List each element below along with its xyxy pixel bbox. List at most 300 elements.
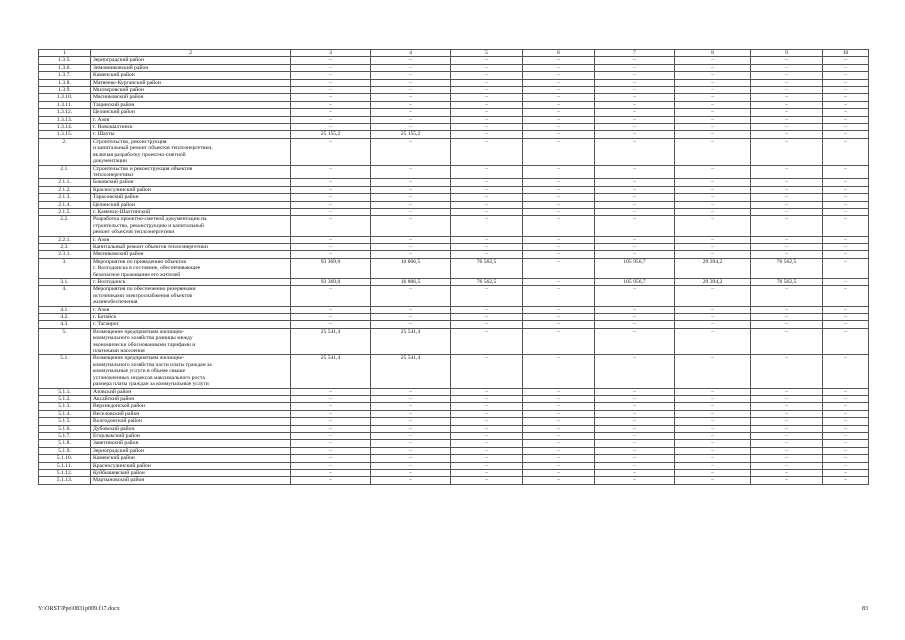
value-cell: – bbox=[523, 109, 595, 116]
value-cell: – bbox=[595, 179, 675, 186]
value-cell: – bbox=[371, 194, 451, 201]
table-row bbox=[39, 186, 869, 193]
value-cell: – bbox=[523, 440, 595, 447]
value-cell: – bbox=[751, 477, 823, 484]
row-name-line: Каменский район bbox=[93, 455, 135, 462]
value-cell: – bbox=[675, 306, 751, 313]
row-number: 5.1.6. bbox=[39, 425, 91, 432]
row-name-line: Азовский район bbox=[93, 388, 132, 395]
value-cell: – bbox=[675, 57, 751, 64]
row-name bbox=[91, 116, 291, 123]
table-row bbox=[39, 94, 869, 101]
value-cell: – bbox=[675, 388, 751, 395]
row-name-line: Волгодонской район bbox=[93, 418, 142, 425]
value-cell: – bbox=[675, 251, 751, 258]
header-cell: 5 bbox=[451, 50, 523, 57]
file-path: Y:\ORST\Ppo\0831p009.f17.docx bbox=[38, 606, 120, 612]
value-cell: – bbox=[823, 306, 869, 313]
value-cell: – bbox=[371, 432, 451, 439]
value-cell: – bbox=[451, 306, 523, 313]
value-cell: – bbox=[595, 251, 675, 258]
value-cell: 76 562,5 bbox=[751, 258, 823, 278]
value-cell: – bbox=[751, 131, 823, 138]
row-name-line: Возмещение предприятиям жилищно- bbox=[93, 355, 185, 362]
row-number: 4.2. bbox=[39, 314, 91, 321]
row-number: 5.1.4. bbox=[39, 410, 91, 417]
row-name bbox=[91, 186, 291, 193]
value-cell: – bbox=[451, 243, 523, 250]
row-name bbox=[91, 328, 291, 355]
row-number: 5.1.3. bbox=[39, 403, 91, 410]
value-cell: – bbox=[451, 57, 523, 64]
row-number: 2.3. bbox=[39, 243, 91, 250]
value-cell: – bbox=[291, 79, 371, 86]
row-name-line: Дубовский район bbox=[93, 425, 135, 432]
table-row bbox=[39, 432, 869, 439]
value-cell: – bbox=[675, 425, 751, 432]
header-cell: 7 bbox=[595, 50, 675, 57]
value-cell: – bbox=[451, 395, 523, 402]
value-cell: – bbox=[451, 109, 523, 116]
row-number: 4.1. bbox=[39, 306, 91, 313]
value-cell: – bbox=[751, 410, 823, 417]
row-name-line: ремонт объектов теплоэнергетики bbox=[93, 229, 175, 236]
value-cell: – bbox=[595, 124, 675, 131]
value-cell: – bbox=[291, 321, 371, 328]
table-row bbox=[39, 165, 869, 179]
table-row bbox=[39, 321, 869, 328]
row-name-line: коммунального хозяйства части платы граждан за bbox=[93, 361, 212, 368]
table-header-row bbox=[39, 50, 869, 57]
value-cell: – bbox=[523, 165, 595, 179]
table-row bbox=[39, 418, 869, 425]
row-name bbox=[91, 201, 291, 208]
value-cell: – bbox=[451, 64, 523, 71]
table-row bbox=[39, 101, 869, 108]
row-name bbox=[91, 469, 291, 476]
row-name bbox=[91, 286, 291, 306]
header-cell: 10 bbox=[823, 50, 869, 57]
value-cell: – bbox=[675, 116, 751, 123]
value-cell: – bbox=[523, 216, 595, 236]
row-name bbox=[91, 216, 291, 236]
value-cell: – bbox=[371, 79, 451, 86]
value-cell: – bbox=[595, 455, 675, 462]
header-cell: 9 bbox=[751, 50, 823, 57]
value-cell: – bbox=[371, 395, 451, 402]
row-name-line: экономически обоснованными тарифами и bbox=[93, 341, 196, 348]
row-name bbox=[91, 251, 291, 258]
value-cell: – bbox=[371, 94, 451, 101]
value-cell: – bbox=[451, 403, 523, 410]
value-cell: – bbox=[595, 165, 675, 179]
value-cell: – bbox=[371, 236, 451, 243]
value-cell: – bbox=[751, 57, 823, 64]
value-cell: – bbox=[451, 208, 523, 215]
row-name-line: г. Азов bbox=[93, 306, 110, 313]
value-cell: – bbox=[823, 57, 869, 64]
value-cell: – bbox=[751, 462, 823, 469]
row-name-line: Тарасовский район bbox=[93, 194, 139, 201]
value-cell: – bbox=[675, 124, 751, 131]
value-cell: – bbox=[451, 179, 523, 186]
value-cell: – bbox=[595, 109, 675, 116]
row-name bbox=[91, 194, 291, 201]
value-cell: – bbox=[823, 469, 869, 476]
value-cell: – bbox=[823, 425, 869, 432]
row-number: 2.1.3. bbox=[39, 194, 91, 201]
value-cell: 93 369,0 bbox=[291, 279, 371, 286]
value-cell: – bbox=[291, 216, 371, 236]
value-cell: – bbox=[675, 243, 751, 250]
row-name bbox=[91, 425, 291, 432]
row-number: 5.1.13. bbox=[39, 477, 91, 484]
value-cell: – bbox=[451, 138, 523, 165]
value-cell: – bbox=[371, 243, 451, 250]
row-number: 1.3.12. bbox=[39, 109, 91, 116]
value-cell: – bbox=[823, 186, 869, 193]
row-name-line: Целинский район bbox=[93, 109, 135, 116]
row-name-line: Мартыновский район bbox=[93, 477, 145, 484]
value-cell: – bbox=[291, 251, 371, 258]
value-cell: – bbox=[675, 418, 751, 425]
value-cell: – bbox=[823, 279, 869, 286]
value-cell: – bbox=[451, 321, 523, 328]
value-cell: – bbox=[371, 410, 451, 417]
value-cell: – bbox=[675, 79, 751, 86]
value-cell: – bbox=[751, 425, 823, 432]
table-row bbox=[39, 72, 869, 79]
value-cell: – bbox=[751, 469, 823, 476]
value-cell: – bbox=[675, 321, 751, 328]
row-number: 5.1.7. bbox=[39, 432, 91, 439]
value-cell: – bbox=[291, 455, 371, 462]
value-cell: – bbox=[451, 440, 523, 447]
header-cell: 1 bbox=[39, 50, 91, 57]
table-row bbox=[39, 410, 869, 417]
row-name bbox=[91, 418, 291, 425]
row-name-line: источниками электроснабжения объектов bbox=[93, 292, 193, 299]
row-name-line: Мероприятия по обеспечению резервными bbox=[93, 286, 196, 293]
value-cell: – bbox=[291, 138, 371, 165]
data-table bbox=[38, 49, 869, 485]
row-number: 2.2.1. bbox=[39, 236, 91, 243]
value-cell: – bbox=[675, 109, 751, 116]
value-cell: – bbox=[523, 101, 595, 108]
value-cell: – bbox=[751, 165, 823, 179]
value-cell: – bbox=[371, 314, 451, 321]
value-cell: – bbox=[523, 477, 595, 484]
table-row bbox=[39, 403, 869, 410]
value-cell: – bbox=[291, 447, 371, 454]
row-name bbox=[91, 314, 291, 321]
value-cell: – bbox=[291, 64, 371, 71]
value-cell: – bbox=[595, 79, 675, 86]
value-cell: 76 562,5 bbox=[451, 258, 523, 278]
value-cell: – bbox=[751, 138, 823, 165]
row-name bbox=[91, 131, 291, 138]
value-cell: – bbox=[595, 208, 675, 215]
row-number: 3.1. bbox=[39, 279, 91, 286]
row-name-line: Целинский район bbox=[93, 201, 135, 208]
value-cell: – bbox=[751, 403, 823, 410]
value-cell: – bbox=[523, 131, 595, 138]
value-cell: – bbox=[751, 328, 823, 355]
value-cell: – bbox=[523, 243, 595, 250]
row-name-line: и капитальный ремонт объектов теплоэнергетики, bbox=[93, 145, 213, 152]
value-cell: – bbox=[675, 131, 751, 138]
row-name-line: Строительство, реконструкция bbox=[93, 138, 167, 145]
row-name-line: г. Азов bbox=[93, 236, 110, 243]
value-cell: – bbox=[371, 72, 451, 79]
value-cell: – bbox=[823, 72, 869, 79]
row-name-line: г. Батайск bbox=[93, 314, 117, 321]
row-number: 1.3.8. bbox=[39, 79, 91, 86]
row-number: 5.1.1. bbox=[39, 388, 91, 395]
value-cell: – bbox=[595, 138, 675, 165]
table-row bbox=[39, 179, 869, 186]
value-cell: – bbox=[595, 286, 675, 306]
value-cell: 29 394,2 bbox=[675, 279, 751, 286]
header-cell: 6 bbox=[523, 50, 595, 57]
value-cell: – bbox=[595, 101, 675, 108]
value-cell: – bbox=[751, 94, 823, 101]
table-row bbox=[39, 469, 869, 476]
value-cell: – bbox=[823, 94, 869, 101]
row-number: 1.3.13. bbox=[39, 116, 91, 123]
row-name-line: Зимовниковский район bbox=[93, 64, 149, 71]
value-cell: – bbox=[823, 64, 869, 71]
table-row bbox=[39, 314, 869, 321]
value-cell: – bbox=[371, 425, 451, 432]
value-cell: – bbox=[675, 355, 751, 388]
value-cell: – bbox=[291, 286, 371, 306]
table-row bbox=[39, 109, 869, 116]
value-cell: – bbox=[823, 440, 869, 447]
value-cell: – bbox=[675, 328, 751, 355]
row-number: 2.1. bbox=[39, 165, 91, 179]
row-name bbox=[91, 243, 291, 250]
value-cell: – bbox=[523, 124, 595, 131]
value-cell: – bbox=[451, 455, 523, 462]
row-name-line: Красносулинский район bbox=[93, 186, 151, 193]
row-name bbox=[91, 462, 291, 469]
value-cell: – bbox=[451, 469, 523, 476]
value-cell: – bbox=[523, 418, 595, 425]
value-cell: – bbox=[371, 403, 451, 410]
value-cell: – bbox=[751, 216, 823, 236]
row-name bbox=[91, 455, 291, 462]
value-cell: – bbox=[523, 79, 595, 86]
value-cell: 16 806,5 bbox=[371, 258, 451, 278]
page-number: 83 bbox=[862, 606, 868, 612]
value-cell: – bbox=[523, 236, 595, 243]
value-cell: – bbox=[675, 87, 751, 94]
value-cell: – bbox=[675, 138, 751, 165]
value-cell: – bbox=[291, 194, 371, 201]
value-cell: – bbox=[291, 477, 371, 484]
value-cell: – bbox=[291, 208, 371, 215]
value-cell: – bbox=[751, 116, 823, 123]
table-row bbox=[39, 243, 869, 250]
table-row bbox=[39, 462, 869, 469]
value-cell: – bbox=[595, 425, 675, 432]
value-cell: – bbox=[595, 72, 675, 79]
value-cell: – bbox=[595, 201, 675, 208]
value-cell: – bbox=[823, 258, 869, 278]
row-name bbox=[91, 477, 291, 484]
value-cell: – bbox=[751, 186, 823, 193]
value-cell: – bbox=[595, 94, 675, 101]
row-number: 5.1.12. bbox=[39, 469, 91, 476]
row-number: 5.1.5. bbox=[39, 418, 91, 425]
value-cell: – bbox=[523, 355, 595, 388]
value-cell: – bbox=[595, 87, 675, 94]
header-cell: 2 bbox=[91, 50, 291, 57]
value-cell: – bbox=[291, 306, 371, 313]
row-name bbox=[91, 236, 291, 243]
value-cell: – bbox=[751, 321, 823, 328]
value-cell: – bbox=[451, 425, 523, 432]
value-cell: – bbox=[823, 432, 869, 439]
value-cell: – bbox=[595, 186, 675, 193]
value-cell: – bbox=[371, 124, 451, 131]
value-cell: – bbox=[451, 101, 523, 108]
table-row bbox=[39, 328, 869, 355]
row-name-line: теплоэнергетики bbox=[93, 171, 134, 178]
value-cell: – bbox=[595, 403, 675, 410]
row-name-line: Мероприятия по приведению объектов bbox=[93, 258, 186, 265]
value-cell: – bbox=[523, 306, 595, 313]
value-cell: – bbox=[751, 179, 823, 186]
value-cell: – bbox=[823, 101, 869, 108]
table-row bbox=[39, 425, 869, 432]
row-name bbox=[91, 279, 291, 286]
value-cell: – bbox=[823, 208, 869, 215]
table-row bbox=[39, 440, 869, 447]
value-cell: – bbox=[291, 101, 371, 108]
value-cell: – bbox=[595, 432, 675, 439]
value-cell: – bbox=[371, 469, 451, 476]
row-name-line: Верхнедонской район bbox=[93, 403, 146, 410]
row-name bbox=[91, 403, 291, 410]
value-cell: – bbox=[823, 165, 869, 179]
value-cell: – bbox=[595, 410, 675, 417]
value-cell: – bbox=[523, 425, 595, 432]
value-cell: – bbox=[675, 194, 751, 201]
value-cell: – bbox=[675, 477, 751, 484]
value-cell: – bbox=[823, 286, 869, 306]
value-cell: – bbox=[523, 432, 595, 439]
table-row bbox=[39, 57, 869, 64]
value-cell: – bbox=[823, 201, 869, 208]
value-cell: – bbox=[823, 87, 869, 94]
value-cell: – bbox=[291, 116, 371, 123]
value-cell: – bbox=[595, 418, 675, 425]
value-cell: – bbox=[371, 447, 451, 454]
table-row bbox=[39, 251, 869, 258]
value-cell: – bbox=[451, 94, 523, 101]
value-cell: – bbox=[823, 328, 869, 355]
value-cell: – bbox=[523, 403, 595, 410]
value-cell: 25 541,4 bbox=[371, 355, 451, 388]
value-cell: – bbox=[675, 432, 751, 439]
value-cell: – bbox=[371, 216, 451, 236]
value-cell: – bbox=[451, 194, 523, 201]
row-name-line: включая разработку проектно-сметной bbox=[93, 151, 186, 158]
value-cell: – bbox=[371, 186, 451, 193]
value-cell: – bbox=[595, 395, 675, 402]
value-cell: – bbox=[291, 165, 371, 179]
header-cell: 4 bbox=[371, 50, 451, 57]
value-cell: – bbox=[451, 79, 523, 86]
value-cell: – bbox=[451, 355, 523, 388]
value-cell: – bbox=[291, 87, 371, 94]
value-cell: – bbox=[751, 236, 823, 243]
row-name-line: Возмещение предприятиям жилищно- bbox=[93, 328, 185, 335]
value-cell: – bbox=[751, 194, 823, 201]
row-name-line: Каменский район bbox=[93, 72, 135, 79]
value-cell: – bbox=[751, 432, 823, 439]
value-cell: – bbox=[371, 57, 451, 64]
row-number: 1.3.9. bbox=[39, 87, 91, 94]
value-cell: – bbox=[675, 314, 751, 321]
value-cell: – bbox=[371, 251, 451, 258]
table-row bbox=[39, 388, 869, 395]
value-cell: – bbox=[291, 186, 371, 193]
table-row bbox=[39, 194, 869, 201]
value-cell: – bbox=[371, 165, 451, 179]
row-name bbox=[91, 109, 291, 116]
value-cell: – bbox=[823, 388, 869, 395]
value-cell: – bbox=[823, 447, 869, 454]
row-name bbox=[91, 355, 291, 388]
value-cell: – bbox=[823, 251, 869, 258]
value-cell: – bbox=[751, 72, 823, 79]
row-name-line: Веселовский район bbox=[93, 410, 140, 417]
row-name bbox=[91, 410, 291, 417]
value-cell: – bbox=[595, 243, 675, 250]
value-cell: 76 562,5 bbox=[751, 279, 823, 286]
value-cell: – bbox=[823, 477, 869, 484]
table-row bbox=[39, 477, 869, 484]
value-cell: – bbox=[751, 314, 823, 321]
row-name-line: г. Азов bbox=[93, 116, 110, 123]
value-cell: 16 806,5 bbox=[371, 279, 451, 286]
row-name bbox=[91, 57, 291, 64]
row-name-line: размера платы граждан за коммунальные услуги bbox=[93, 381, 209, 388]
row-name bbox=[91, 440, 291, 447]
row-number: 2.1.5. bbox=[39, 208, 91, 215]
value-cell: – bbox=[751, 243, 823, 250]
value-cell: – bbox=[451, 186, 523, 193]
value-cell: – bbox=[451, 72, 523, 79]
table-row bbox=[39, 258, 869, 278]
value-cell: – bbox=[371, 462, 451, 469]
value-cell: – bbox=[523, 328, 595, 355]
value-cell: – bbox=[523, 64, 595, 71]
value-cell: – bbox=[523, 138, 595, 165]
value-cell: – bbox=[523, 314, 595, 321]
value-cell: – bbox=[595, 194, 675, 201]
row-number: 3. bbox=[39, 258, 91, 278]
value-cell: – bbox=[451, 131, 523, 138]
value-cell: – bbox=[751, 395, 823, 402]
value-cell: – bbox=[751, 64, 823, 71]
value-cell: – bbox=[291, 418, 371, 425]
value-cell: – bbox=[595, 328, 675, 355]
table-row bbox=[39, 355, 869, 388]
